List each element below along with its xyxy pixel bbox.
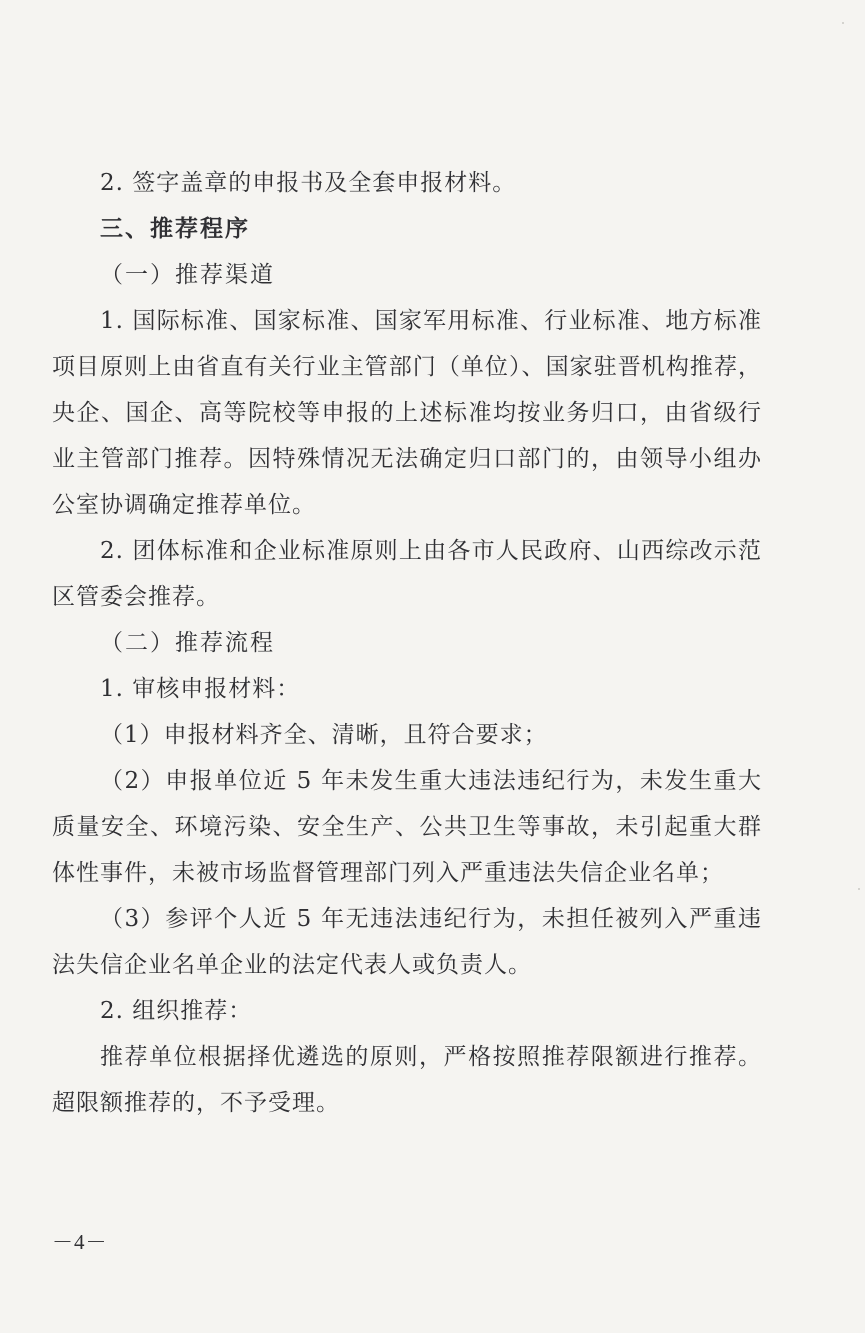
paragraph-review-materials: 1. 审核申报材料：	[100, 676, 301, 702]
paragraph-quota-rule: 推荐单位根据择优遴选的原则，严格按照推荐限额进行推荐。超限额推荐的，不予受理。	[52, 1044, 762, 1116]
document-body	[52, 160, 762, 1126]
paragraph-channel-2: 2. 团体标准和企业标准原则上由各市人民政府、山西综改示范区管委会推荐。	[52, 538, 762, 610]
scan-speck	[842, 22, 844, 24]
subheading-recommendation-channels: （一）推荐渠道	[100, 262, 275, 288]
paragraph-materials: 2. 签字盖章的申报书及全套申报材料。	[100, 170, 517, 196]
subheading-recommendation-process: （二）推荐流程	[100, 630, 275, 656]
paragraph-criterion-3: （3）参评个人近 5 年无违法违纪行为，未担任被列入严重违法失信企业名单企业的法定代表人或负责人。	[52, 906, 762, 978]
paragraph-criterion-1: （1）申报材料齐全、清晰，且符合要求；	[100, 722, 548, 748]
scan-speck	[858, 888, 860, 890]
paragraph-organize-recommendation: 2. 组织推荐：	[100, 998, 253, 1024]
section-heading-recommendation-procedure: 三、推荐程序	[100, 216, 250, 242]
paragraph-criterion-2: （2）申报单位近 5 年未发生重大违法违纪行为，未发生重大质量安全、环境污染、安全生产、公共卫生等事故，未引起重大群体性事件，未被市场监督管理部门列入严重违法失信企业名单；	[52, 768, 762, 886]
paragraph-channel-1: 1. 国际标准、国家标准、国家军用标准、行业标准、地方标准项目原则上由省直有关行业主管部门（单位）、国家驻晋机构推荐，央企、国企、高等院校等申报的上述标准均按业务归口，由省级行业主管部门推荐。因特殊情况无法确定归口部门的，由领导小组办公室协调确定推荐单位。	[52, 308, 762, 518]
page-number: －4－	[52, 1230, 108, 1254]
